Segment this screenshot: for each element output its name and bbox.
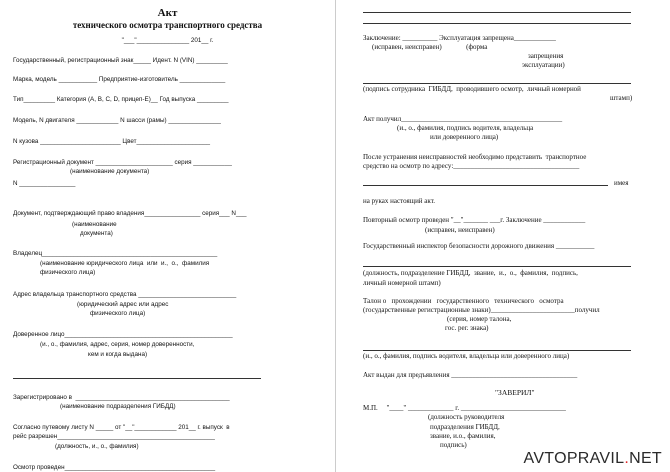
blank-line [363, 23, 631, 24]
blank-line [363, 266, 631, 267]
field-registered-in-hint: (наименование подразделения ГИБДД) [60, 403, 176, 410]
field-trip-allowed-hint: (должность, и., о., фамилия) [55, 443, 139, 450]
talon-hint2: гос. рег. знака) [445, 324, 489, 332]
watermark-dot: . [624, 450, 630, 467]
stamp-hint3: звание, и.о., фамилия, [430, 432, 496, 440]
inspector-sign-hint1: (подпись сотрудника ГИБДД, проводившего осмотр, личный номерной [363, 85, 581, 93]
act-received-line: Акт получил______________________________________________ [363, 115, 563, 123]
column-divider [335, 0, 336, 472]
in-hands-line: на руках настоящий акт. [363, 197, 436, 205]
conclusion-hint2: запрещения [528, 52, 564, 60]
field-reg-document-hint: (наименование документа) [70, 168, 150, 175]
stamp-hint1: (должность руководителя [428, 413, 505, 421]
state-inspector-line: Государственный инспектор безопасности дорожного движения ___________ [363, 242, 595, 250]
watermark-prefix: AVTOPRAVIL [523, 450, 625, 467]
field-ownership-hint2: документа) [80, 230, 113, 237]
blank-line [363, 12, 631, 13]
field-type-category: Тип_________ Категория (A, B, C, D, прицеп-E)__ Год выпуска _________ [13, 96, 229, 103]
field-reg-number: Государственный, регистрационный знак_____ Идент. N (VIN) _________ [13, 57, 228, 64]
field-owner-address-hint2: физического лица) [90, 310, 146, 317]
watermark-suffix: NET [629, 450, 662, 467]
field-proxy: Доверенное лицо________________________________________________ [13, 331, 233, 338]
stamp-hint4: подпись) [440, 441, 467, 449]
state-inspector-hint1: (должность, подразделение ГИБДД, звание, и., о., фамилия, подпись, [363, 269, 578, 277]
field-inspected-by: Осмотр проведен___________________________________________ [13, 464, 216, 471]
field-owner-hint2: физического лица) [40, 269, 96, 276]
approved-label: "ЗАВЕРИЛ" [495, 388, 535, 397]
site-watermark [524, 450, 662, 468]
field-doc-number: N ________________ [13, 180, 76, 187]
blank-line [363, 350, 631, 351]
stamp-hint2: подразделения ГИБДД, [430, 423, 500, 431]
talon-line2: (государственные регистрационные знаки)________________________получил [363, 306, 600, 314]
talon-sign-hint: (и., о., фамилия, подпись водителя, владельца или доверенного лица) [363, 352, 570, 360]
act-date: "___"_______________ 201__ г. [121, 37, 214, 44]
repeat-inspection-hint: (исправен, неисправен) [425, 226, 495, 234]
field-owner-hint1: (наименование юридического лица или и., о., фамилия [40, 260, 210, 267]
act-issued-line: Акт выдан для предъявления ____________________________________ [363, 371, 578, 379]
talon-hint1: (серия, номер талона, [447, 315, 512, 323]
field-owner-address: Адрес владельца транспортного средства ____________________________ [13, 291, 237, 298]
blank-line [363, 185, 608, 186]
conclusion-line: Заключение: __________ Эксплуатация запрещена____________ [363, 34, 556, 42]
field-proxy-hint2: кем и когда выдана) [88, 351, 148, 358]
inspector-sign-hint2: штамп) [610, 94, 633, 102]
act-subtitle: технического осмотра транспортного средства [72, 20, 263, 30]
talon-line1: Талон о прохождении государственного технического осмотра [363, 297, 564, 305]
after-fix-line1: После устранения неисправностей необходимо представить транспортное [363, 153, 587, 161]
field-ownership-doc: Документ, подтверждающий право владения________________ серия___ N___ [13, 210, 247, 217]
field-engine: Модель, N двигателя ____________ N шасси (рамы) _______________ [13, 117, 221, 124]
conclusion-hint1: (исправен, неисправен) (форма [372, 43, 488, 51]
conclusion-hint3: эксплуатации) [522, 61, 565, 69]
act-received-hint1: (и., о., фамилия, подпись водителя, владельца [397, 124, 534, 132]
field-reg-document: Регистрационный документ ______________________ серия ___________ [13, 159, 232, 166]
field-body-color: N кузова _______________________ Цвет_____________________ [13, 138, 211, 145]
act-title: Акт [157, 7, 178, 19]
act-received-hint2: или доверенного лица) [430, 133, 499, 141]
state-inspector-hint2: личный номерной штамп) [363, 279, 441, 287]
blank-line [363, 83, 631, 84]
field-trip-allowed: рейс разрешен_____________________________________________ [13, 433, 215, 440]
field-owner-address-hint1: (юридический адрес или адрес [77, 301, 169, 308]
after-fix-line2: средство на осмотр по адресу:____________________________________ [363, 162, 580, 170]
field-owner: Владелец__________________________________________________ [13, 250, 218, 257]
blank-line [13, 378, 261, 379]
stamp-place-line: М.П. "____" _____________ г. ______________________________ [363, 404, 566, 412]
field-ownership-hint1: (наименование [72, 221, 117, 228]
field-registered-in: Зарегистрировано в ____________________________________________ [13, 394, 230, 401]
field-make-model: Марка, модель ___________ Предприятие-изготовитель _____________ [13, 76, 226, 83]
repeat-inspection-line: Повторный осмотр проведен "__"_______ ___г. Заключение ____________ [363, 216, 586, 224]
field-waybill: Согласно путевому листу N _____ от "__"____________ 201__ г. выпуск в [13, 424, 230, 431]
name-line-suffix: имея [614, 179, 629, 187]
field-proxy-hint1: (и., о., фамилия, адрес, серия, номер доверенности, [40, 341, 195, 348]
